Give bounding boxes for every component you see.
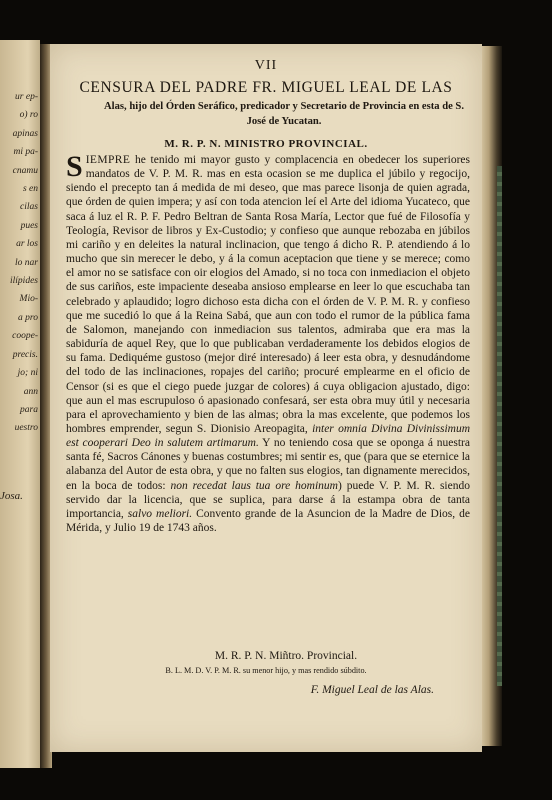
drop-cap: S xyxy=(66,150,83,183)
latin-quote-1: inter omnia Divina Divinissimum est cooperari Deo in salutem artimarum. xyxy=(66,422,470,450)
page-subtitle: Alas, hijo del Órden Seráfico, predicador y Secretario de Provincia en esta de S. José de Yucatan. xyxy=(104,101,464,127)
facing-line: ar los xyxy=(16,239,38,250)
facing-page-tail: Josa. xyxy=(0,490,23,502)
page-number: VII xyxy=(254,58,278,73)
facing-line: ann xyxy=(23,386,38,397)
book-page xyxy=(50,44,482,752)
signature: F. Miguel Leal de las Alas. xyxy=(310,684,434,696)
facing-line: cnamu xyxy=(12,165,38,176)
facing-line: precis. xyxy=(12,349,38,360)
censure-body xyxy=(66,150,470,535)
body-text-a: he tenido mi mayor gusto y complacencia en obedecer los superiores mandatos de V. P. M. R. mas en esta ocasion se me duplica el júbilo y regocijo, siendo el precepto tan á medida de mi deseo, que mas parece lisonja de quien agrada, que órden de quien impera; y así con toda atencion leí el Arte del idioma Yucateco, que saca á luz el R. P. F. Pedro Beltran de Santa Rosa María, Lector que fué de Filosofía y Teología, Revisor de libros y Ex-Custodio; y confieso que aunque rebozaba en júbilos mi cariño y en deleites la natural inclinacion, que tengo á dicho R. P. atendiendo á lo mucho que sin merecer le debo, y á la comun aceptacion que tiene y se merece; como el amor no se satisface con oir elogios del Amado, si no toca con inmediacion el objeto de sus cariños, este impaciente deseaba ansioso emplearse en leer lo que escuchaba tan celebrado y aplaudido; logro dichoso esta dicha con el órden de V. P. M. R. y confieso que me sucedió lo que á la Reina Sabá, que aun con todo el rumor de la pública fama de Salomon, manejando con inmediacion sus talentos, admiraba que era mas la sabiduría de aquel Rey, que lo que publicaban verdaderamente los debidos elogios de su fama. Dediquéme gustoso (mejor diré interesado) á leer esta obra, y desnudándome del todo de las inclinaciones, ropajes del cariño; procuré emplearme en el oficio de Censor (si es que el ciego puede juzgar de colores) á cuya obligacion ajustado, digo: que aun el mas escrupuloso ó apasionado confesará, ser esta obra muy útil y necesaria para el aprovechamiento y bien de las almas; obra la mas excelente, que podemos los hombres emprender, segun S. Dionisio Areopagita, xyxy=(66,154,470,435)
facing-line: ilípides xyxy=(10,276,38,287)
body-text-d: Convento grande de la Asuncion de la Madre de Dios, de Mérida, y Julio 19 de 1743 años. xyxy=(66,507,470,535)
facing-line: s en xyxy=(22,184,38,195)
latin-quote-2: non recedat laus tua ore hominum xyxy=(170,479,338,492)
facing-line: a pro xyxy=(18,312,38,323)
body-text-c: ) puede V. P. M. R. siendo servido dar la licencia, que se suplica, para darse á la estampa obra de tanta importancia, xyxy=(66,479,470,520)
facing-line: o) ro xyxy=(19,110,38,121)
facing-page-text xyxy=(0,88,40,438)
page-title: CENSURA DEL PADRE FR. MIGUEL LEAL DE LAS xyxy=(79,79,453,96)
facing-page xyxy=(0,40,40,768)
facing-line: Mio- xyxy=(19,294,38,305)
facing-line: coope- xyxy=(12,331,38,342)
facing-line: apinas xyxy=(12,128,38,139)
page-edges xyxy=(480,46,502,746)
facing-line: para xyxy=(20,404,38,415)
signoff: M. R. P. N. Miñtro. Provincial. xyxy=(214,650,358,662)
facing-line: lo nar xyxy=(15,257,38,268)
facing-line: mi pa- xyxy=(13,147,38,158)
lead-word: IEMPRE xyxy=(85,154,131,166)
body-text-b: Y no teniendo cosa que se oponga á nuestra santa fé, Sacros Cánones y buenas costumbres; mi sentir es, que (para que se eternice la alabanza del Autor de esta obra, y que no falten sus elogios, tan dignamente merecidos, en la boca de todos: xyxy=(66,437,470,492)
facing-line: uestro xyxy=(14,423,38,434)
salutation: M. R. P. N. MINISTRO PROVINCIAL. xyxy=(164,138,368,150)
facing-line: pues xyxy=(20,220,38,231)
abbreviation-line: B. L. M. D. V. P. M. R. su menor hijo, y mas rendido súbdito. xyxy=(165,666,367,675)
facing-line: jo; ni xyxy=(17,368,38,379)
cover-edge xyxy=(497,166,502,686)
facing-line: cilas xyxy=(20,202,38,213)
latin-quote-3: salvo meliori. xyxy=(127,507,193,520)
facing-line: ur ep- xyxy=(15,92,38,102)
